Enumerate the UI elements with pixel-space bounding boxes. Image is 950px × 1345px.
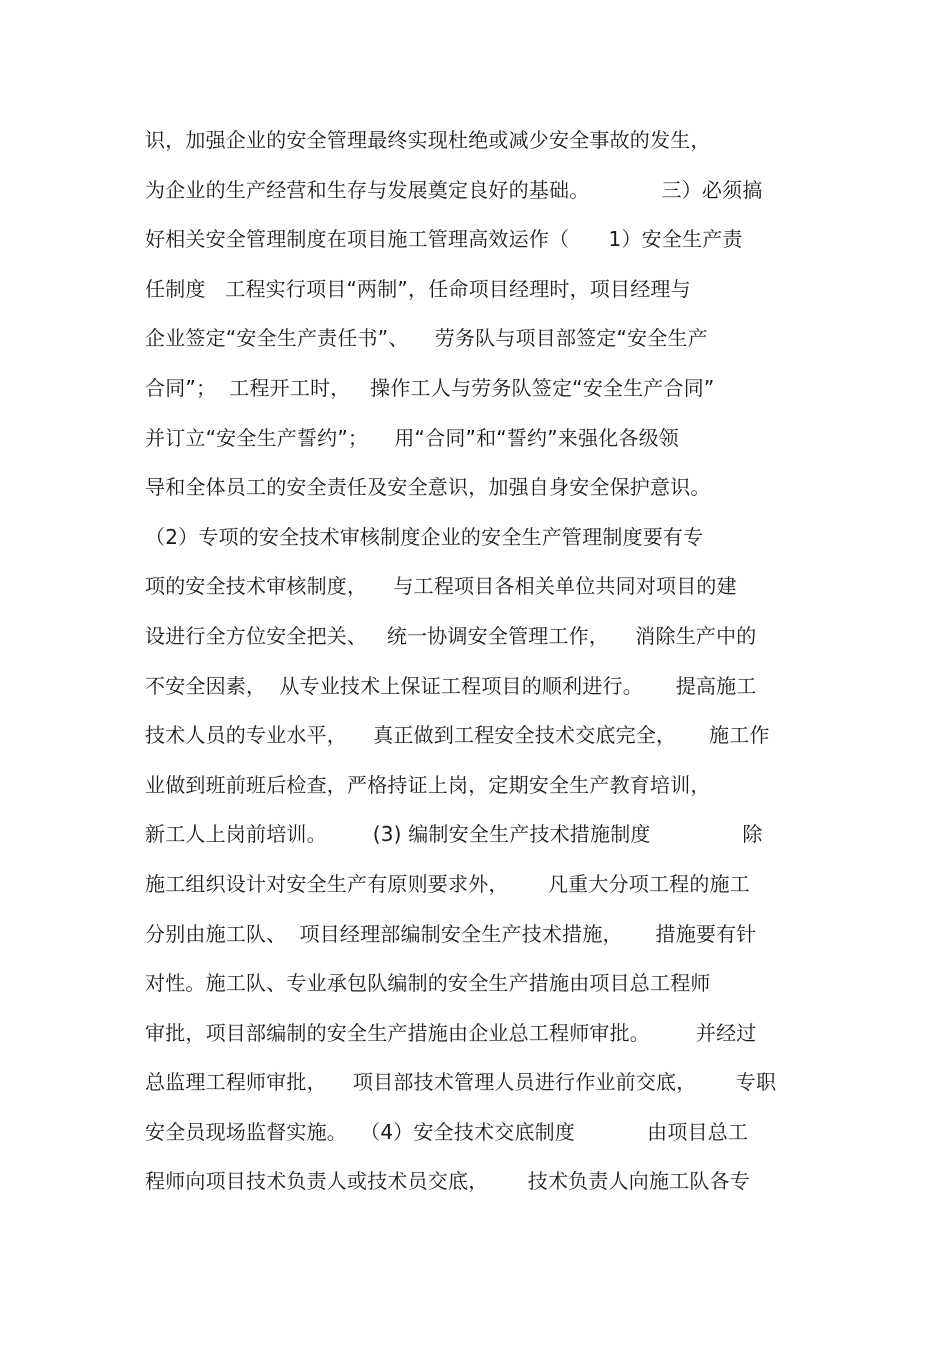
body-text: [145, 116, 810, 1207]
text-line: 识，加强企业的安全管理最终实现杜绝或减少安全事故的发生，: [145, 128, 711, 152]
text-line: 总监理工程师审批， 项目部技术管理人员进行作业前交底， 专职: [145, 1070, 777, 1095]
text-line: 项的安全技术审核制度， 与工程项目各相关单位共同对项目的建: [145, 574, 737, 599]
text-line: 新工人上岗前培训。 (3) 编制安全生产技术措施制度 除: [145, 822, 763, 847]
text-line: 好相关安全管理制度在项目施工管理高效运作（ 1）安全生产责: [145, 227, 743, 252]
text-line: 合同”； 工程开工时， 操作工人与劳务队签定“安全生产合同”: [145, 375, 715, 400]
text-line: 为企业的生产经营和生存与发展奠定良好的基础。 三）必须搞: [145, 177, 763, 202]
text-line: 安全员现场监督实施。 （4）安全技术交底制度 由项目总工: [145, 1119, 749, 1144]
text-line: 设进行全方位安全把关、 统一协调安全管理工作， 消除生产中的: [145, 623, 757, 648]
text-line: 任制度 工程实行项目“两制”，任命项目经理时，项目经理与: [145, 276, 691, 301]
text-line: 业做到班前班后检查，严格持证上岗，定期安全生产教育培训，: [145, 772, 711, 797]
text-line: 程师向项目技术负责人或技术员交底， 技术负责人向施工队各专: [145, 1169, 750, 1194]
text-line: 审批，项目部编制的安全生产措施由企业总工程师审批。 并经过: [145, 1020, 757, 1045]
text-line: 施工组织设计对安全生产有原则要求外， 凡重大分项工程的施工: [145, 871, 750, 896]
text-line: 技术人员的专业水平， 真正做到工程安全技术交底完全， 施工作: [145, 723, 770, 748]
text-line: 导和全体员工的安全责任及安全意识，加强自身安全保护意识。: [145, 475, 711, 500]
text-line: （2）专项的安全技术审核制度企业的安全生产管理制度要有专: [145, 524, 704, 549]
text-line: 对性。施工队、专业承包队编制的安全生产措施由项目总工程师: [145, 971, 711, 996]
text-line: 不安全因素， 从专业技术上保证工程项目的顺利进行。 提高施工: [145, 673, 757, 698]
text-line: 分别由施工队、 项目经理部编制安全生产技术措施， 措施要有针: [145, 921, 757, 946]
text-line: 企业签定“安全生产责任书”、 劳务队与项目部签定“安全生产: [145, 326, 708, 351]
text-line: 并订立“安全生产誓约”； 用“合同”和“誓约”来强化各级领: [145, 425, 679, 450]
